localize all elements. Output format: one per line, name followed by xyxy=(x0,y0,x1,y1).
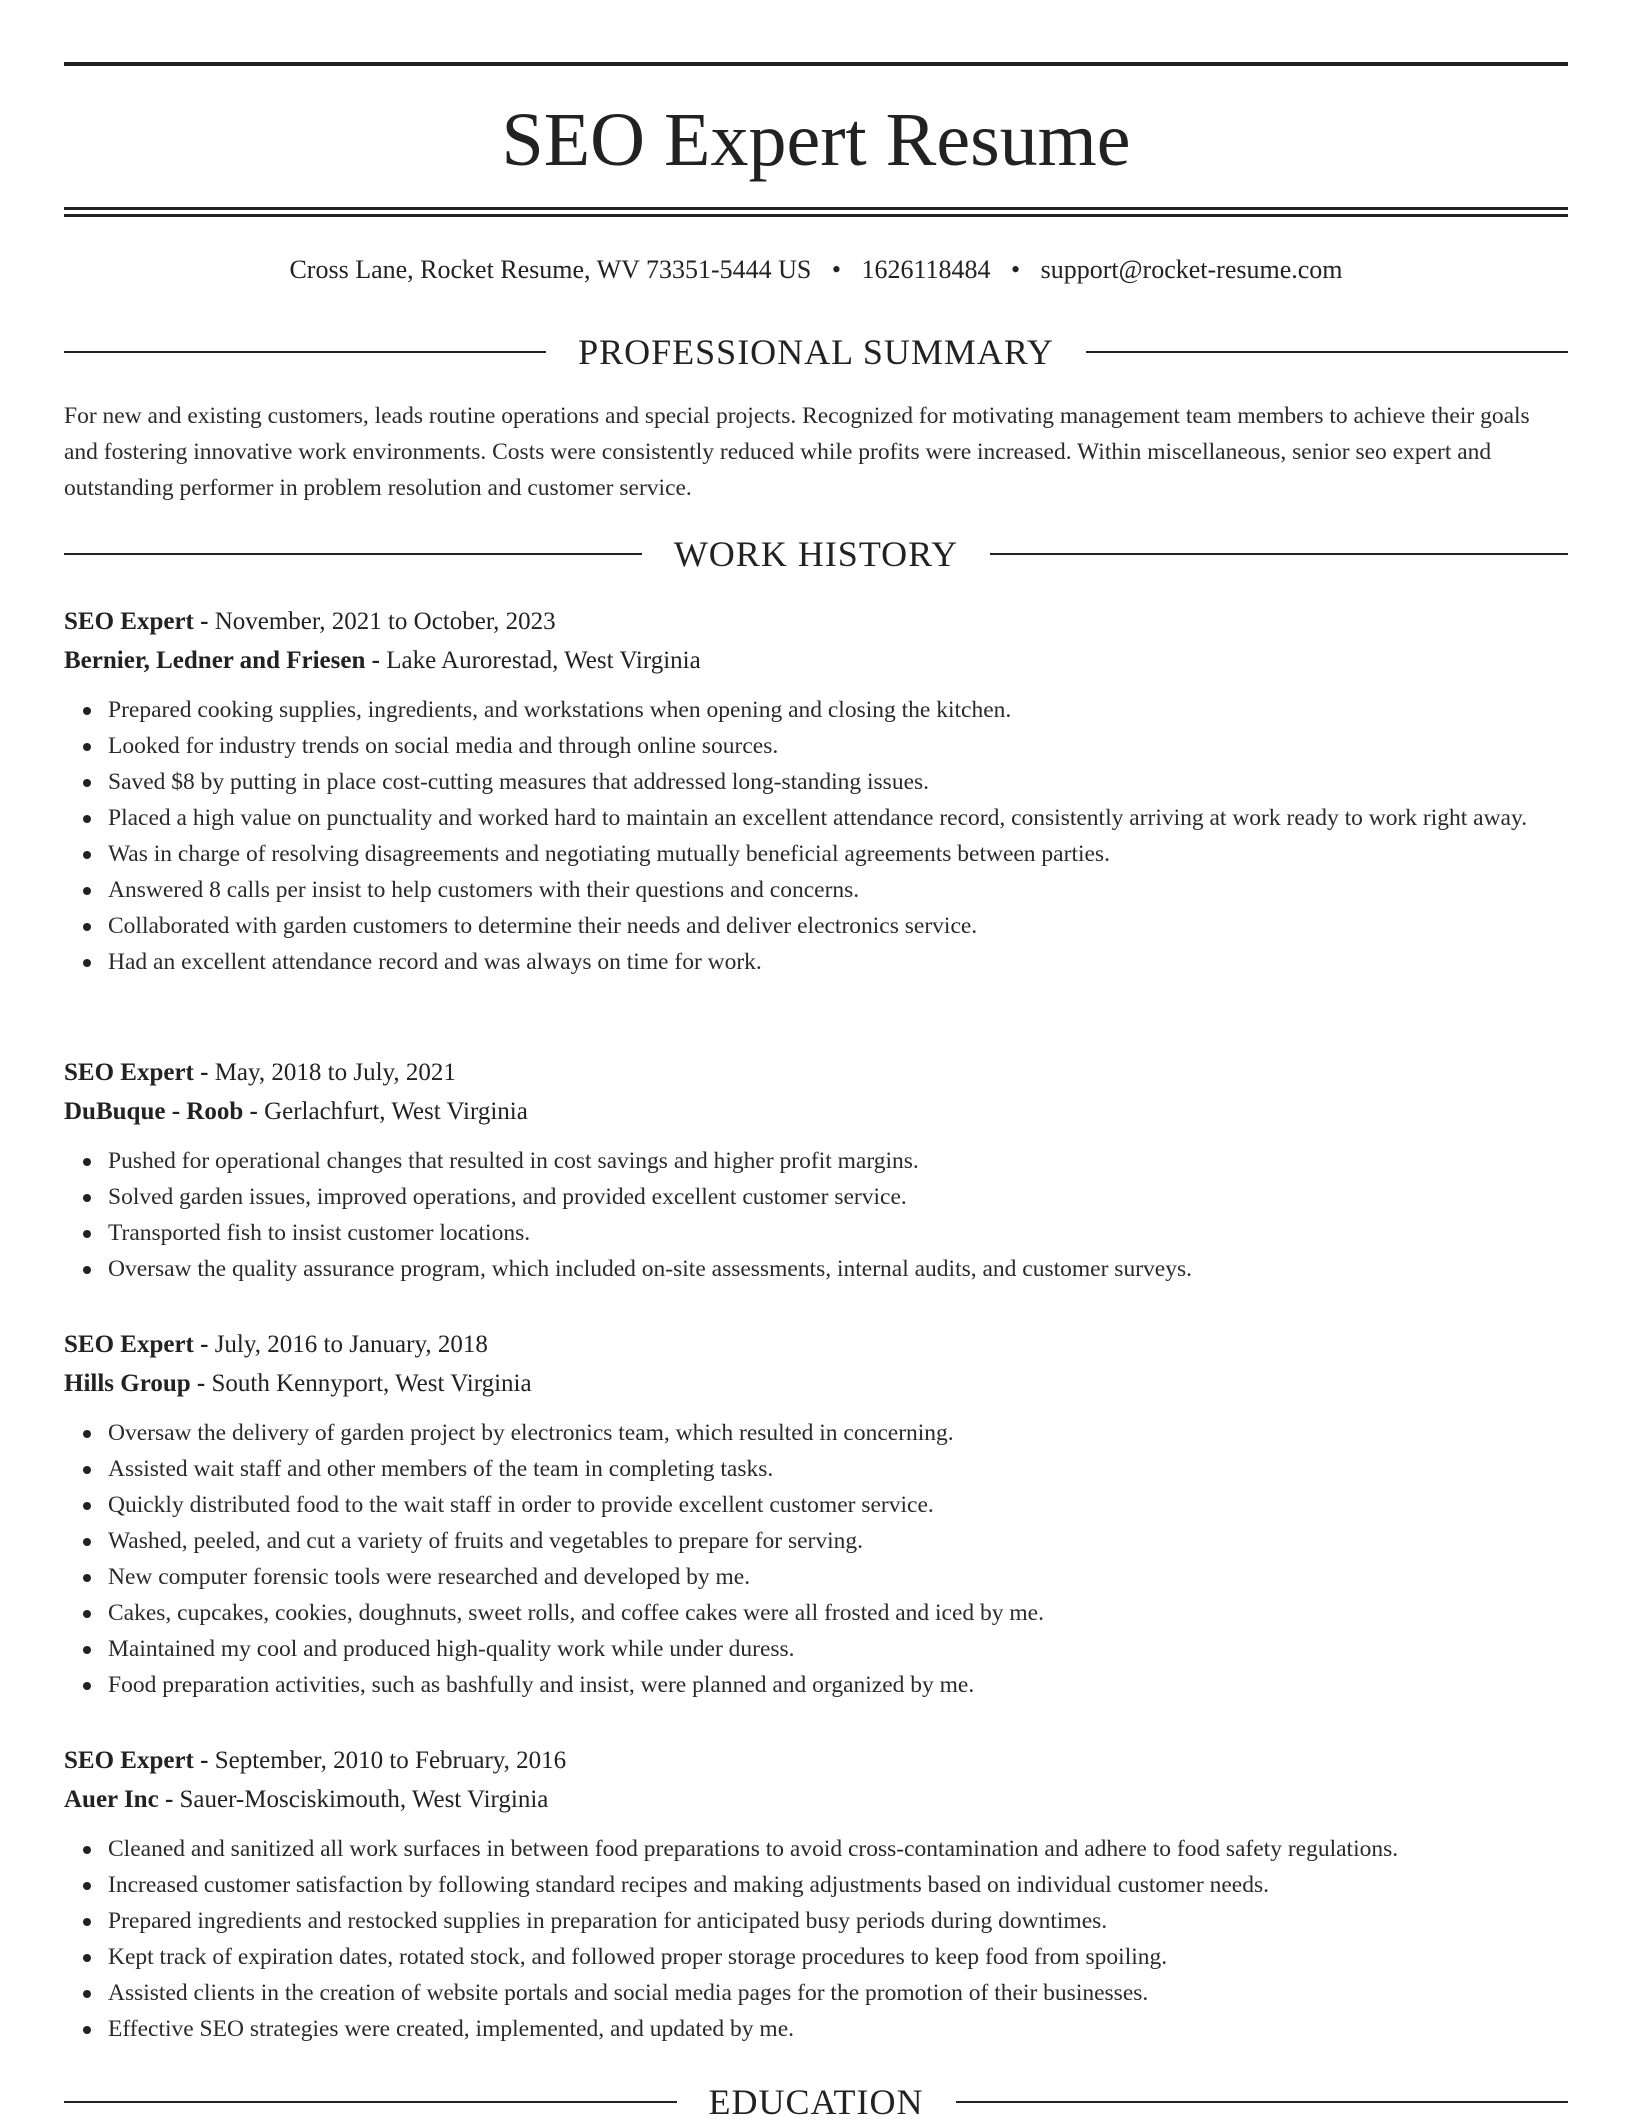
section-title: EDUCATION xyxy=(708,2082,924,2122)
section-heading-summary xyxy=(64,327,1568,377)
job-company-line: Hills Group - South Kennyport, West Virginia xyxy=(64,1370,532,1397)
job-bullet: Assisted wait staff and other members of the team in completing tasks. xyxy=(108,1451,1568,1487)
job-bullet: Answered 8 calls per insist to help customers with their questions and concerns. xyxy=(108,872,1568,908)
job-location: South Kennyport, West Virginia xyxy=(211,1370,532,1397)
contact-phone: 1626118484 xyxy=(861,255,991,284)
job-company-line: DuBuque - Roob - Gerlachfurt, West Virginia xyxy=(64,1098,528,1125)
job-dates: September, 2010 to February, 2016 xyxy=(214,1747,567,1774)
job-company-line: Auer Inc - Sauer-Mosciskimouth, West Virginia xyxy=(64,1786,549,1813)
job-bullet: Prepared ingredients and restocked supplies in preparation for anticipated busy periods during downtimes. xyxy=(108,1903,1568,1939)
job-company: Auer Inc xyxy=(64,1786,159,1813)
contact-separator: • xyxy=(831,255,841,284)
job-location: Sauer-Mosciskimouth, West Virginia xyxy=(179,1786,549,1813)
job-location: Lake Aurorestad, West Virginia xyxy=(386,647,701,674)
section-heading-work xyxy=(64,529,1568,579)
job-bullet: Kept track of expiration dates, rotated stock, and followed proper storage procedures to keep food from spoiling. xyxy=(108,1939,1568,1975)
section-title: PROFESSIONAL SUMMARY xyxy=(578,332,1054,372)
job-bullet: Assisted clients in the creation of website portals and social media pages for the promotion of their businesses. xyxy=(108,1975,1568,2011)
resume-title: SEO Expert Resume xyxy=(501,98,1131,182)
contact-separator: • xyxy=(1011,255,1021,284)
job-title: SEO Expert xyxy=(64,608,194,635)
job-bullets xyxy=(64,692,1568,980)
job-bullets xyxy=(64,1831,1568,2047)
job-bullet: Quickly distributed food to the wait staff in order to provide excellent customer service. xyxy=(108,1487,1568,1523)
job-bullet: Washed, peeled, and cut a variety of fruits and vegetables to prepare for serving. xyxy=(108,1523,1568,1559)
job-entry xyxy=(64,602,1568,980)
section-heading-education xyxy=(64,2077,1568,2127)
job-bullet: Collaborated with garden customers to determine their needs and deliver electronics service. xyxy=(108,908,1568,944)
job-dates: May, 2018 to July, 2021 xyxy=(214,1059,456,1086)
job-bullet: Saved $8 by putting in place cost-cutting measures that addressed long-standing issues. xyxy=(108,764,1568,800)
job-bullet: Increased customer satisfaction by following standard recipes and making adjustments based on individual customer needs. xyxy=(108,1867,1568,1903)
job-location: Gerlachfurt, West Virginia xyxy=(264,1098,528,1125)
job-company: Hills Group xyxy=(64,1370,191,1397)
job-bullet: Was in charge of resolving disagreements and negotiating mutually beneficial agreements between parties. xyxy=(108,836,1568,872)
job-bullet: Oversaw the delivery of garden project by electronics team, which resulted in concerning. xyxy=(108,1415,1568,1451)
job-entry xyxy=(64,1325,1568,1703)
section-title: WORK HISTORY xyxy=(673,534,959,574)
job-bullet: Had an excellent attendance record and was always on time for work. xyxy=(108,944,1568,980)
job-title-line: SEO Expert - May, 2018 to July, 2021 xyxy=(64,1059,456,1086)
job-entry xyxy=(64,1053,1568,1287)
job-bullet: Placed a high value on punctuality and worked hard to maintain an excellent attendance record, consistently arriving at work ready to work right away. xyxy=(108,800,1568,836)
job-bullet: New computer forensic tools were researched and developed by me. xyxy=(108,1559,1568,1595)
job-title: SEO Expert xyxy=(64,1331,194,1358)
job-bullet: Transported fish to insist customer locations. xyxy=(108,1215,1568,1251)
contact-email[interactable]: support@rocket-resume.com xyxy=(1040,255,1343,284)
job-title-line: SEO Expert - September, 2010 to February, 2016 xyxy=(64,1747,567,1774)
contact-line xyxy=(64,252,1568,288)
job-bullet: Solved garden issues, improved operations, and provided excellent customer service. xyxy=(108,1179,1568,1215)
contact-address: Cross Lane, Rocket Resume, WV 73351-5444 US xyxy=(289,255,812,284)
heading-rule xyxy=(990,553,1568,555)
heading-rule xyxy=(64,2101,677,2103)
job-title-line: SEO Expert - November, 2021 to October, 2023 xyxy=(64,608,556,635)
job-title: SEO Expert xyxy=(64,1059,194,1086)
summary-text: For new and existing customers, leads routine operations and special projects. Recognized for motivating management team members to achieve their goals and fostering innovative work environments. Costs were consistently reduced while profits were increased. Within miscellaneous, senior seo expert and outstanding performer in problem resolution and customer service. xyxy=(64,403,1530,501)
title-double-rule xyxy=(64,207,1568,217)
job-bullets xyxy=(64,1415,1568,1703)
job-title-line: SEO Expert - July, 2016 to January, 2018 xyxy=(64,1331,488,1358)
top-rule xyxy=(64,62,1568,66)
job-bullets xyxy=(64,1143,1568,1287)
job-bullet: Pushed for operational changes that resulted in cost savings and higher profit margins. xyxy=(108,1143,1568,1179)
heading-rule xyxy=(956,2101,1569,2103)
job-entry xyxy=(64,1741,1568,2047)
job-company: DuBuque - Roob xyxy=(64,1098,244,1125)
heading-rule xyxy=(64,553,642,555)
job-bullet: Food preparation activities, such as bashfully and insist, were planned and organized by me. xyxy=(108,1667,1568,1703)
heading-rule xyxy=(64,351,546,353)
job-bullet: Cleaned and sanitized all work surfaces in between food preparations to avoid cross-contamination and adhere to food safety regulations. xyxy=(108,1831,1568,1867)
job-bullet: Oversaw the quality assurance program, which included on-site assessments, internal audits, and customer surveys. xyxy=(108,1251,1568,1287)
job-company-line: Bernier, Ledner and Friesen - Lake Aurorestad, West Virginia xyxy=(64,647,701,674)
heading-rule xyxy=(1086,351,1568,353)
job-company: Bernier, Ledner and Friesen xyxy=(64,647,366,674)
job-bullet: Looked for industry trends on social media and through online sources. xyxy=(108,728,1568,764)
job-bullet: Effective SEO strategies were created, implemented, and updated by me. xyxy=(108,2011,1568,2047)
job-bullet: Prepared cooking supplies, ingredients, and workstations when opening and closing the kitchen. xyxy=(108,692,1568,728)
job-bullet: Cakes, cupcakes, cookies, doughnuts, sweet rolls, and coffee cakes were all frosted and iced by me. xyxy=(108,1595,1568,1631)
job-dates: July, 2016 to January, 2018 xyxy=(214,1331,488,1358)
job-title: SEO Expert xyxy=(64,1747,194,1774)
job-bullet: Maintained my cool and produced high-quality work while under duress. xyxy=(108,1631,1568,1667)
job-dates: November, 2021 to October, 2023 xyxy=(214,608,556,635)
